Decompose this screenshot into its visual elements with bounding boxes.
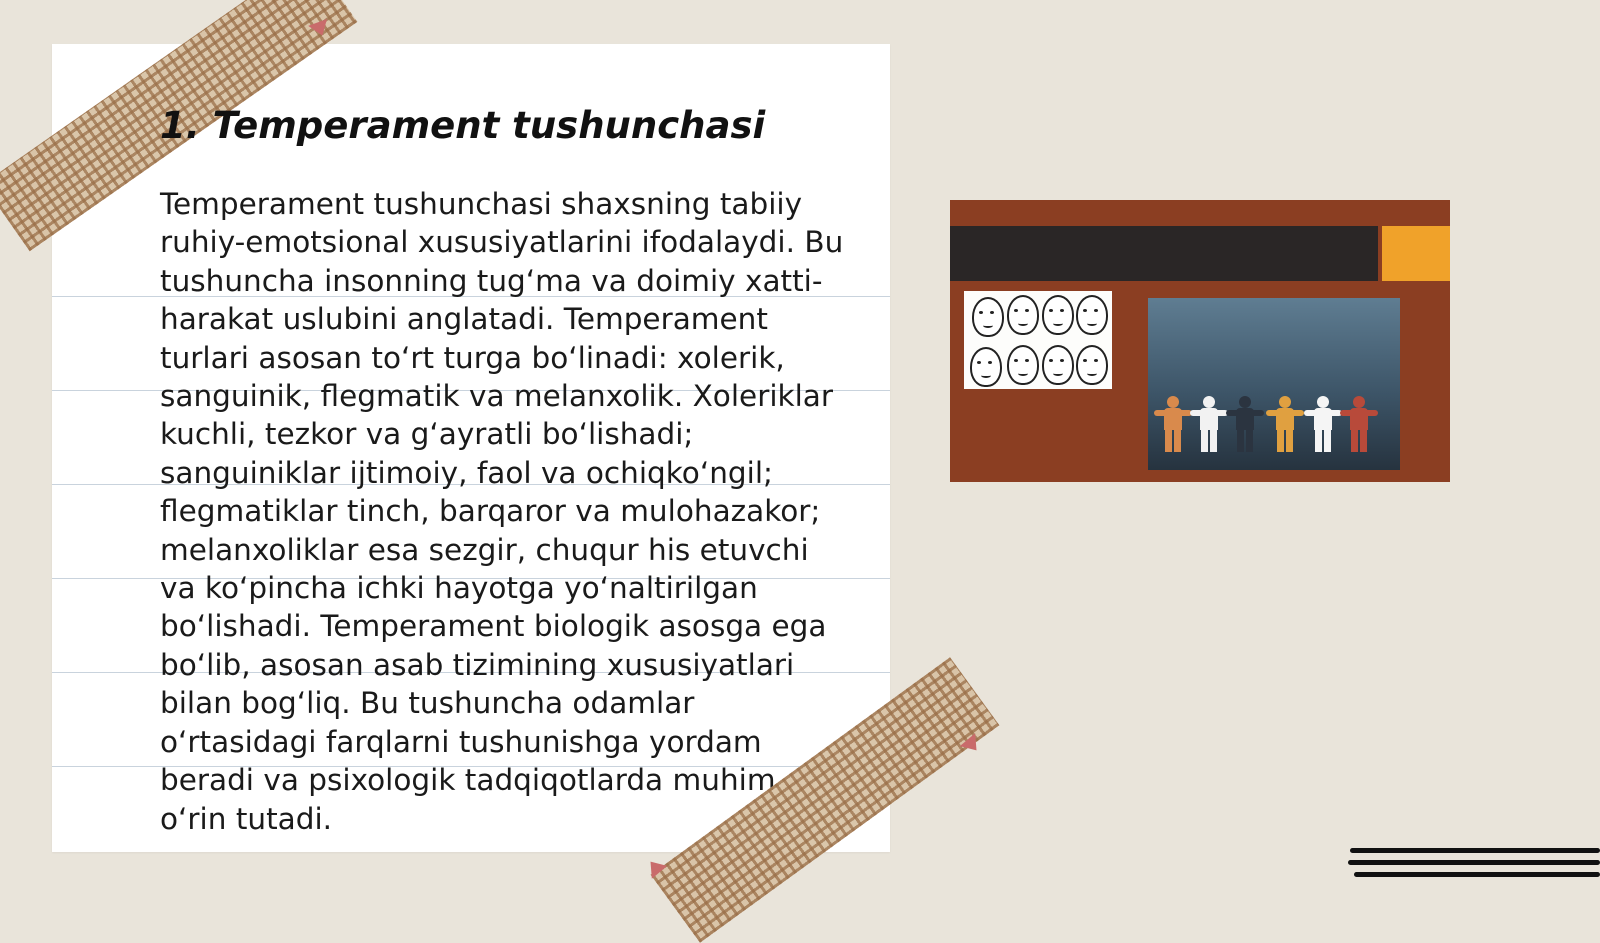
face-icon xyxy=(1042,345,1074,385)
decorative-line xyxy=(1348,860,1600,865)
board-strip xyxy=(950,226,1378,281)
paper-person-figure xyxy=(1272,396,1298,452)
face-icon xyxy=(1076,295,1108,335)
face-icon xyxy=(1007,345,1039,385)
face-icon xyxy=(1042,295,1074,335)
board-tag xyxy=(1382,226,1450,281)
decorative-line xyxy=(1350,848,1600,853)
paper-person-figure xyxy=(1196,396,1222,452)
paper-person-figure xyxy=(1346,396,1372,452)
temperament-image xyxy=(950,200,1450,482)
face-icon xyxy=(1007,295,1039,335)
paper-people-photo xyxy=(1148,298,1400,470)
paper-person-figure xyxy=(1232,396,1258,452)
slide-body-text: Temperament tushunchasi shaxsning tabiiy ruhiy-emotsional xususiyatlarini ifodalaydi. Bu tushuncha insonning tugʻma va doimiy xatti-harakat uslubini anglatadi. Temperament turlari asosan toʻrt turga boʻlinadi: xolerik, sanguinik, flegmatik va melanxolik. Xoleriklar kuchli, tezkor va gʻayratli boʻlishadi; sanguiniklar ijtimoiy, faol va ochiqkoʻngil; flegmatiklar tinch, barqaror va mulohazakor; melanxoliklar esa sezgir, chuqur his etuvchi va koʻpincha ichki hayotga yoʻnaltirilgan boʻlishadi. Temperament biologik asosga ega boʻlib, asosan asab tizimining xususiyatlari bilan bogʻliq. Bu tushuncha odamlar oʻrtasidagi farqlarni tushunishga yordam beradi va psixologik tadqiqotlarda muhim oʻrin tutadi. xyxy=(160,187,844,836)
faces-drawing xyxy=(964,291,1112,389)
face-icon xyxy=(972,297,1004,337)
decorative-line xyxy=(1354,872,1600,877)
paper-person-figure xyxy=(1160,396,1186,452)
face-icon xyxy=(970,347,1002,387)
paper-person-figure xyxy=(1310,396,1336,452)
face-icon xyxy=(1076,345,1108,385)
slide-title: 1. Temperament tushunchasi xyxy=(160,104,766,147)
